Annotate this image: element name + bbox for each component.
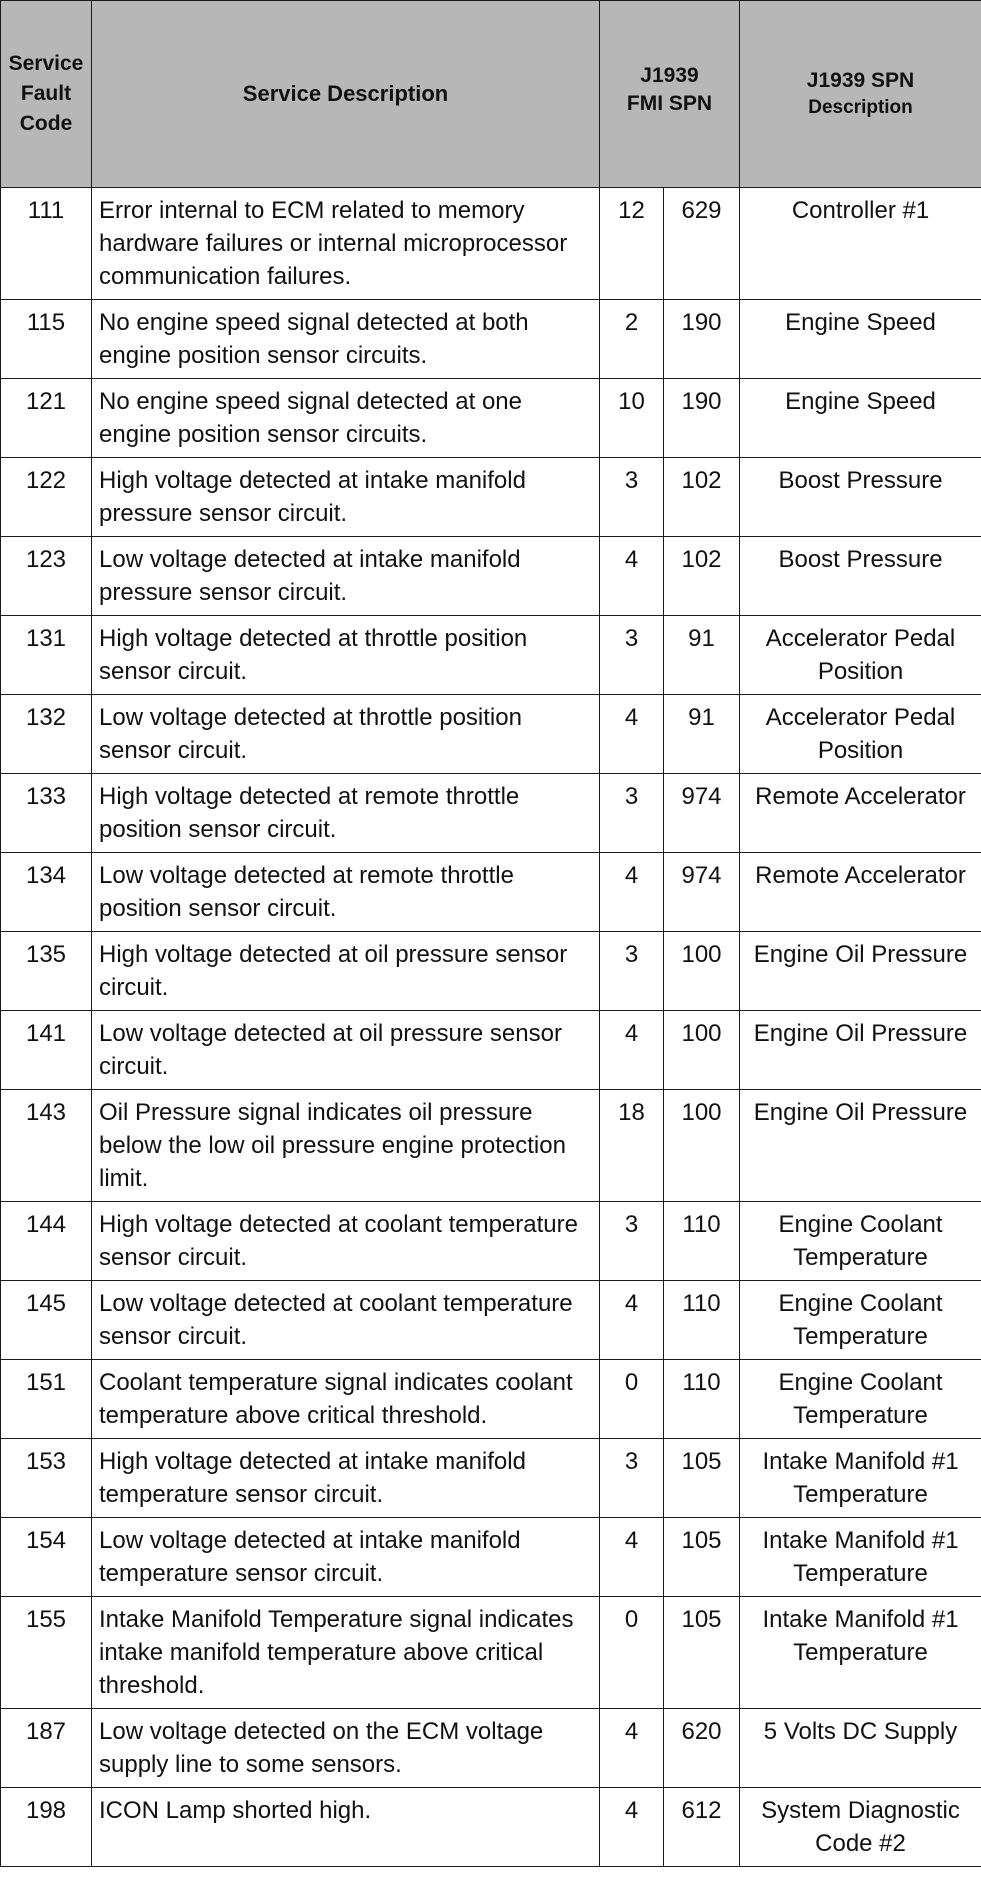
- service-description-cell: ICON Lamp shorted high.: [92, 1788, 600, 1867]
- spn-description-cell: [740, 300, 981, 379]
- spn-description-line: System Diagnostic: [761, 1797, 960, 1824]
- spn-description-cell: [740, 537, 981, 616]
- fault-code-cell: 151: [1, 1360, 92, 1439]
- service-description-cell: Low voltage detected at intake manifold pressure sensor circuit.: [92, 537, 600, 616]
- spn-description-cell: [740, 188, 981, 300]
- spn-description-line: Boost Pressure: [778, 467, 943, 494]
- table-row: [1, 616, 981, 695]
- spn-description-line: Remote Accelerator: [755, 862, 966, 889]
- fmi-cell: 4: [600, 695, 664, 774]
- service-description-cell: High voltage detected at intake manifold temperature sensor circuit.: [92, 1439, 600, 1518]
- fault-code-cell: 123: [1, 537, 92, 616]
- service-description-cell: No engine speed signal detected at both engine position sensor circuits.: [92, 300, 600, 379]
- header-service-fault-code: Service Fault Code: [1, 1, 92, 188]
- spn-cell: 190: [664, 300, 740, 379]
- spn-cell: 105: [664, 1439, 740, 1518]
- spn-cell: 105: [664, 1597, 740, 1709]
- spn-description-line: Boost Pressure: [778, 546, 943, 573]
- spn-description-line: Accelerator Pedal: [765, 625, 956, 652]
- fmi-cell: 4: [600, 1518, 664, 1597]
- header-spn-desc-line1: J1939 SPN: [806, 69, 915, 92]
- spn-description-cell: [740, 932, 981, 1011]
- fault-code-cell: 115: [1, 300, 92, 379]
- table-row: [1, 537, 981, 616]
- spn-description-line: Engine Coolant: [778, 1290, 943, 1317]
- fmi-cell: 4: [600, 853, 664, 932]
- fmi-cell: 4: [600, 1281, 664, 1360]
- spn-description-cell: [740, 1360, 981, 1439]
- spn-cell: 110: [664, 1281, 740, 1360]
- fmi-cell: 3: [600, 458, 664, 537]
- spn-cell: 110: [664, 1202, 740, 1281]
- spn-description-cell: [740, 458, 981, 537]
- spn-description-line: 5 Volts DC Supply: [763, 1718, 958, 1745]
- spn-cell: 612: [664, 1788, 740, 1867]
- spn-description-cell: [740, 1709, 981, 1788]
- service-description-cell: High voltage detected at throttle position sensor circuit.: [92, 616, 600, 695]
- fmi-cell: 3: [600, 932, 664, 1011]
- table-row: [1, 695, 981, 774]
- spn-description-cell: [740, 1090, 981, 1202]
- fmi-cell: 4: [600, 537, 664, 616]
- service-description-cell: Low voltage detected at oil pressure sensor circuit.: [92, 1011, 600, 1090]
- fmi-cell: 12: [600, 188, 664, 300]
- service-description-cell: High voltage detected at oil pressure sensor circuit.: [92, 932, 600, 1011]
- table-row: [1, 1439, 981, 1518]
- spn-description-line: Engine Oil Pressure: [753, 1099, 968, 1126]
- service-description-cell: Oil Pressure signal indicates oil pressure below the low oil pressure engine protection limit.: [92, 1090, 600, 1202]
- spn-cell: 629: [664, 188, 740, 300]
- service-description-cell: High voltage detected at coolant temperature sensor circuit.: [92, 1202, 600, 1281]
- header-service-description: Service Description: [92, 1, 600, 188]
- fmi-cell: 0: [600, 1597, 664, 1709]
- service-description-cell: Low voltage detected on the ECM voltage supply line to some sensors.: [92, 1709, 600, 1788]
- spn-cell: 91: [664, 616, 740, 695]
- service-description-cell: No engine speed signal detected at one engine position sensor circuits.: [92, 379, 600, 458]
- spn-description-line: Engine Speed: [785, 309, 936, 336]
- table-row: [1, 1202, 981, 1281]
- spn-description-line: Temperature: [793, 1323, 928, 1350]
- header-j1939-fmi-spn: J1939 FMI SPN: [600, 1, 740, 188]
- fmi-cell: 3: [600, 774, 664, 853]
- spn-description-line: Temperature: [793, 1481, 928, 1508]
- spn-description-line: Controller #1: [791, 197, 930, 224]
- table-row: [1, 1090, 981, 1202]
- header-row: [1, 1, 981, 188]
- service-description-cell: High voltage detected at intake manifold pressure sensor circuit.: [92, 458, 600, 537]
- table-row: [1, 1788, 981, 1867]
- service-description-cell: Low voltage detected at throttle position sensor circuit.: [92, 695, 600, 774]
- spn-description-cell: [740, 1011, 981, 1090]
- fault-code-cell: 154: [1, 1518, 92, 1597]
- spn-description-cell: [740, 616, 981, 695]
- spn-description-cell: [740, 1202, 981, 1281]
- spn-description-line: Code #2: [815, 1830, 906, 1857]
- service-description-cell: Low voltage detected at intake manifold temperature sensor circuit.: [92, 1518, 600, 1597]
- fmi-cell: 3: [600, 1439, 664, 1518]
- header-j1939-spn-description: [740, 1, 981, 188]
- spn-cell: 974: [664, 853, 740, 932]
- spn-description-line: Engine Speed: [785, 388, 936, 415]
- fault-code-cell: 143: [1, 1090, 92, 1202]
- table-body: [1, 188, 981, 1867]
- fault-code-cell: 155: [1, 1597, 92, 1709]
- spn-description-line: Position: [817, 737, 904, 764]
- spn-description-line: Temperature: [793, 1244, 928, 1271]
- fault-code-cell: 198: [1, 1788, 92, 1867]
- table-row: [1, 853, 981, 932]
- service-description-cell: High voltage detected at remote throttle position sensor circuit.: [92, 774, 600, 853]
- spn-description-line: Temperature: [793, 1560, 928, 1587]
- service-description-cell: Intake Manifold Temperature signal indicates intake manifold temperature above critical threshold.: [92, 1597, 600, 1709]
- fmi-cell: 4: [600, 1011, 664, 1090]
- fault-code-cell: 135: [1, 932, 92, 1011]
- fault-code-cell: 141: [1, 1011, 92, 1090]
- spn-description-line: Intake Manifold #1: [762, 1448, 959, 1475]
- spn-cell: 620: [664, 1709, 740, 1788]
- spn-cell: 105: [664, 1518, 740, 1597]
- fault-code-cell: 132: [1, 695, 92, 774]
- fault-code-cell: 121: [1, 379, 92, 458]
- spn-description-cell: [740, 774, 981, 853]
- fault-code-cell: 111: [1, 188, 92, 300]
- fmi-cell: 0: [600, 1360, 664, 1439]
- spn-cell: 102: [664, 458, 740, 537]
- fault-code-cell: 134: [1, 853, 92, 932]
- spn-description-line: Engine Coolant: [778, 1211, 943, 1238]
- table-row: [1, 1011, 981, 1090]
- spn-cell: 100: [664, 1090, 740, 1202]
- spn-description-line: Engine Oil Pressure: [753, 941, 968, 968]
- spn-cell: 190: [664, 379, 740, 458]
- service-description-cell: Low voltage detected at remote throttle position sensor circuit.: [92, 853, 600, 932]
- header-spn-desc-line2: Description: [808, 97, 913, 118]
- spn-description-line: Temperature: [793, 1639, 928, 1666]
- table-row: [1, 1360, 981, 1439]
- table-row: [1, 300, 981, 379]
- fmi-cell: 18: [600, 1090, 664, 1202]
- fault-code-cell: 187: [1, 1709, 92, 1788]
- spn-description-line: Engine Coolant: [778, 1369, 943, 1396]
- spn-description-line: Engine Oil Pressure: [753, 1020, 968, 1047]
- spn-description-cell: [740, 1518, 981, 1597]
- spn-description-cell: [740, 1788, 981, 1867]
- spn-cell: 100: [664, 1011, 740, 1090]
- fault-code-cell: 131: [1, 616, 92, 695]
- table-row: [1, 458, 981, 537]
- table-row: [1, 1281, 981, 1360]
- spn-cell: 91: [664, 695, 740, 774]
- fmi-cell: 3: [600, 616, 664, 695]
- table-row: [1, 1518, 981, 1597]
- fmi-cell: 4: [600, 1788, 664, 1867]
- service-description-cell: Error internal to ECM related to memory hardware failures or internal microprocessor communication failures.: [92, 188, 600, 300]
- spn-cell: 102: [664, 537, 740, 616]
- table-row: [1, 379, 981, 458]
- service-description-cell: Coolant temperature signal indicates coolant temperature above critical threshold.: [92, 1360, 600, 1439]
- spn-cell: 100: [664, 932, 740, 1011]
- spn-description-line: Remote Accelerator: [755, 783, 966, 810]
- table-header: [1, 1, 981, 188]
- spn-description-cell: [740, 1597, 981, 1709]
- spn-cell: 110: [664, 1360, 740, 1439]
- fault-code-cell: 122: [1, 458, 92, 537]
- spn-description-cell: [740, 1439, 981, 1518]
- fmi-cell: 3: [600, 1202, 664, 1281]
- table-row: [1, 932, 981, 1011]
- fmi-cell: 2: [600, 300, 664, 379]
- table-row: [1, 1597, 981, 1709]
- service-description-cell: Low voltage detected at coolant temperature sensor circuit.: [92, 1281, 600, 1360]
- spn-description-line: Temperature: [793, 1402, 928, 1429]
- fault-code-cell: 133: [1, 774, 92, 853]
- fault-code-cell: 145: [1, 1281, 92, 1360]
- spn-description-cell: [740, 1281, 981, 1360]
- spn-cell: 974: [664, 774, 740, 853]
- fmi-cell: 10: [600, 379, 664, 458]
- spn-description-line: Position: [817, 658, 904, 685]
- fmi-cell: 4: [600, 1709, 664, 1788]
- table-row: [1, 188, 981, 300]
- spn-description-cell: [740, 379, 981, 458]
- spn-description-line: Intake Manifold #1: [762, 1606, 959, 1633]
- spn-description-cell: [740, 853, 981, 932]
- spn-description-line: Accelerator Pedal: [765, 704, 956, 731]
- table-row: [1, 774, 981, 853]
- fault-code-cell: 144: [1, 1202, 92, 1281]
- table-row: [1, 1709, 981, 1788]
- spn-description-line: Intake Manifold #1: [762, 1527, 959, 1554]
- fault-code-cell: 153: [1, 1439, 92, 1518]
- spn-description-cell: [740, 695, 981, 774]
